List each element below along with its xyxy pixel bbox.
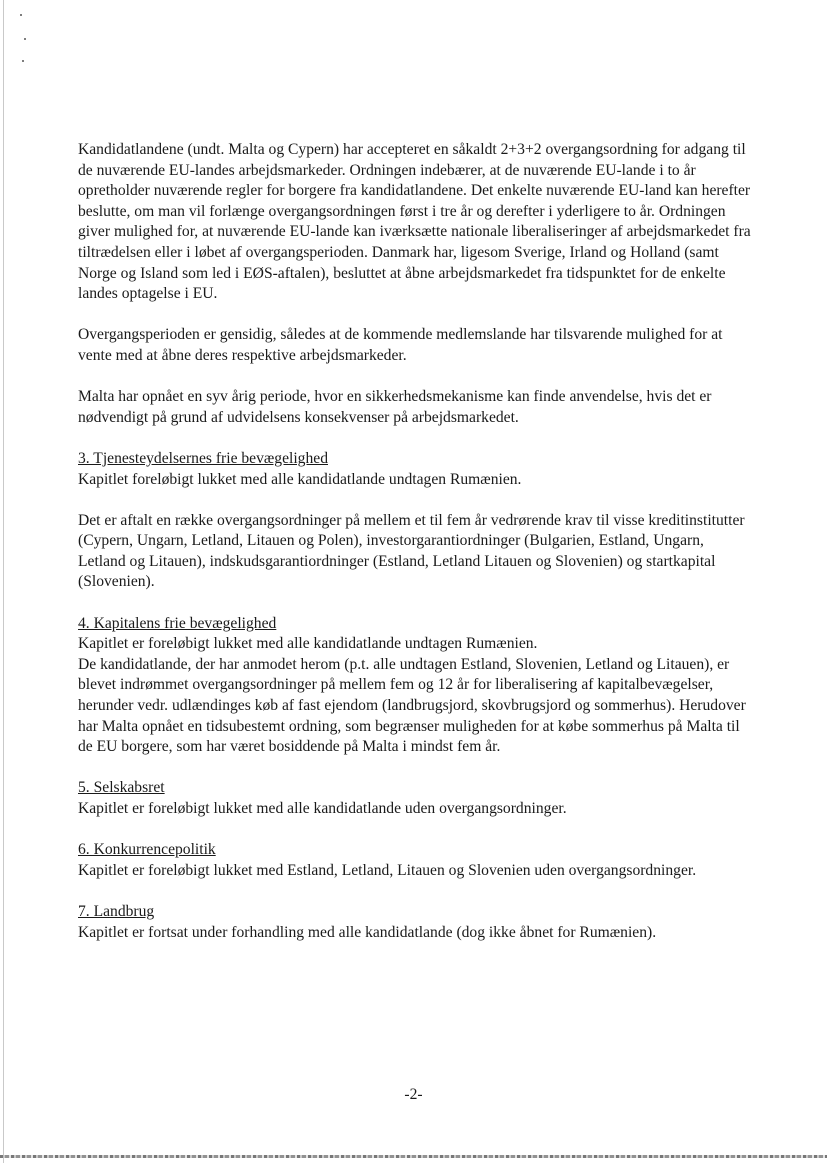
section-text: De kandidatlande, der har anmodet herom (p.t. alle undtagen Estland, Slovenien, Letland og Litauen), er blevet indrømmet overgangsordninger på mellem fem og 12 år for liberalisering af kapitalbevægelser, herunder vedr. udlændinges køb af fast ejendom (landbrugsjord, skovbrugsjord og sommerhus). Herudover har Malta opnået en tidsubestemt ordning, som begrænser muligheden for at købe sommerhus på Malta til de EU borgere, som har været bosiddende på Malta i mindst fem år.	[78, 655, 746, 756]
scan-speck	[20, 14, 22, 16]
paragraph-reciprocity: Overgangsperioden er gensidig, således at de kommende medlemslande har tilsvarende mulighed for at vente med at åbne deres respektive arbejdsmarkeder.	[78, 326, 723, 364]
section-heading: 7. Landbrug	[78, 902, 155, 920]
paragraph-intro: Kandidatlandene (undt. Malta og Cypern) har accepteret en såkaldt 2+3+2 overgangsordning for adgang til de nuværende EU-landes arbejdsmarkeder. Ordningen indebærer, at de nuværende EU-lande i to år opretholder nuværende regler for borgere fra kandidatlandene. Det enkelte nuværende EU-land kan herefter beslutte, om man vil forlænge overgangsordningen først i tre år og derefter i yderligere to år. Ordningen giver mulighed for, at nuværende EU-lande kan iværksætte nationale liberaliseringer af arbejdsmarkedet fra tiltrædelsen eller i løbet af overgangsperioden. Danmark har, ligesom Sverige, Irland og Holland (samt Norge og Island som led i EØS-aftalen), besluttet at åbne arbejdsmarkedet fra tidspunktet for de enkelte landes optagelse i EU.	[78, 141, 751, 303]
scan-margin-line	[3, 0, 4, 1163]
section-text: Kapitlet er foreløbigt lukket med alle kandidatlande undtagen Rumænien.	[78, 635, 538, 653]
scan-speck	[24, 38, 26, 40]
section-competition	[78, 840, 754, 881]
section-text: Kapitlet er foreløbigt lukket med Estland, Letland, Litauen og Slovenien uden overgangsordninger.	[78, 861, 697, 879]
section-text: Kapitlet foreløbigt lukket med alle kandidatlande undtagen Rumænien.	[78, 470, 522, 488]
section-heading: 3. Tjenesteydelsernes frie bevægelighed	[78, 449, 328, 467]
document-body	[78, 140, 754, 964]
section-services	[78, 449, 754, 490]
section-capital	[78, 614, 754, 758]
section-heading: 6. Konkurrencepolitik	[78, 841, 216, 859]
section-heading: 5. Selskabsret	[78, 779, 165, 797]
section-text: Kapitlet er foreløbigt lukket med alle kandidatlande uden overgangsordninger.	[78, 800, 567, 817]
page-number: -2-	[404, 1086, 423, 1103]
section-company-law	[78, 778, 754, 819]
section-agriculture	[78, 902, 754, 943]
scan-speck	[22, 60, 24, 62]
paragraph-services-transition: Det er aftalt en række overgangsordninger på mellem et til fem år vedrørende krav til visse kreditinstitutter (Cypern, Ungarn, Letland, Litauen og Polen), investorgarantiordninger (Bulgarien, Estland, Ungarn, Letland og Litauen), indskudsgarantiordninger (Estland, Letland Litauen og Slovenien) og startkapital (Slovenien).	[78, 511, 745, 591]
scan-bottom-edge	[0, 1155, 827, 1158]
paragraph-malta: Malta har opnået en syv årig periode, hvor en sikkerhedsmekanisme kan finde anvendelse, hvis det er nødvendigt på grund af udvidelsens konsekvenser på arbejdsmarkedet.	[78, 388, 712, 426]
section-text: Kapitlet er fortsat under forhandling med alle kandidatlande (dog ikke åbnet for Rumænien).	[78, 923, 657, 941]
section-heading: 4. Kapitalens frie bevægelighed	[78, 614, 277, 632]
